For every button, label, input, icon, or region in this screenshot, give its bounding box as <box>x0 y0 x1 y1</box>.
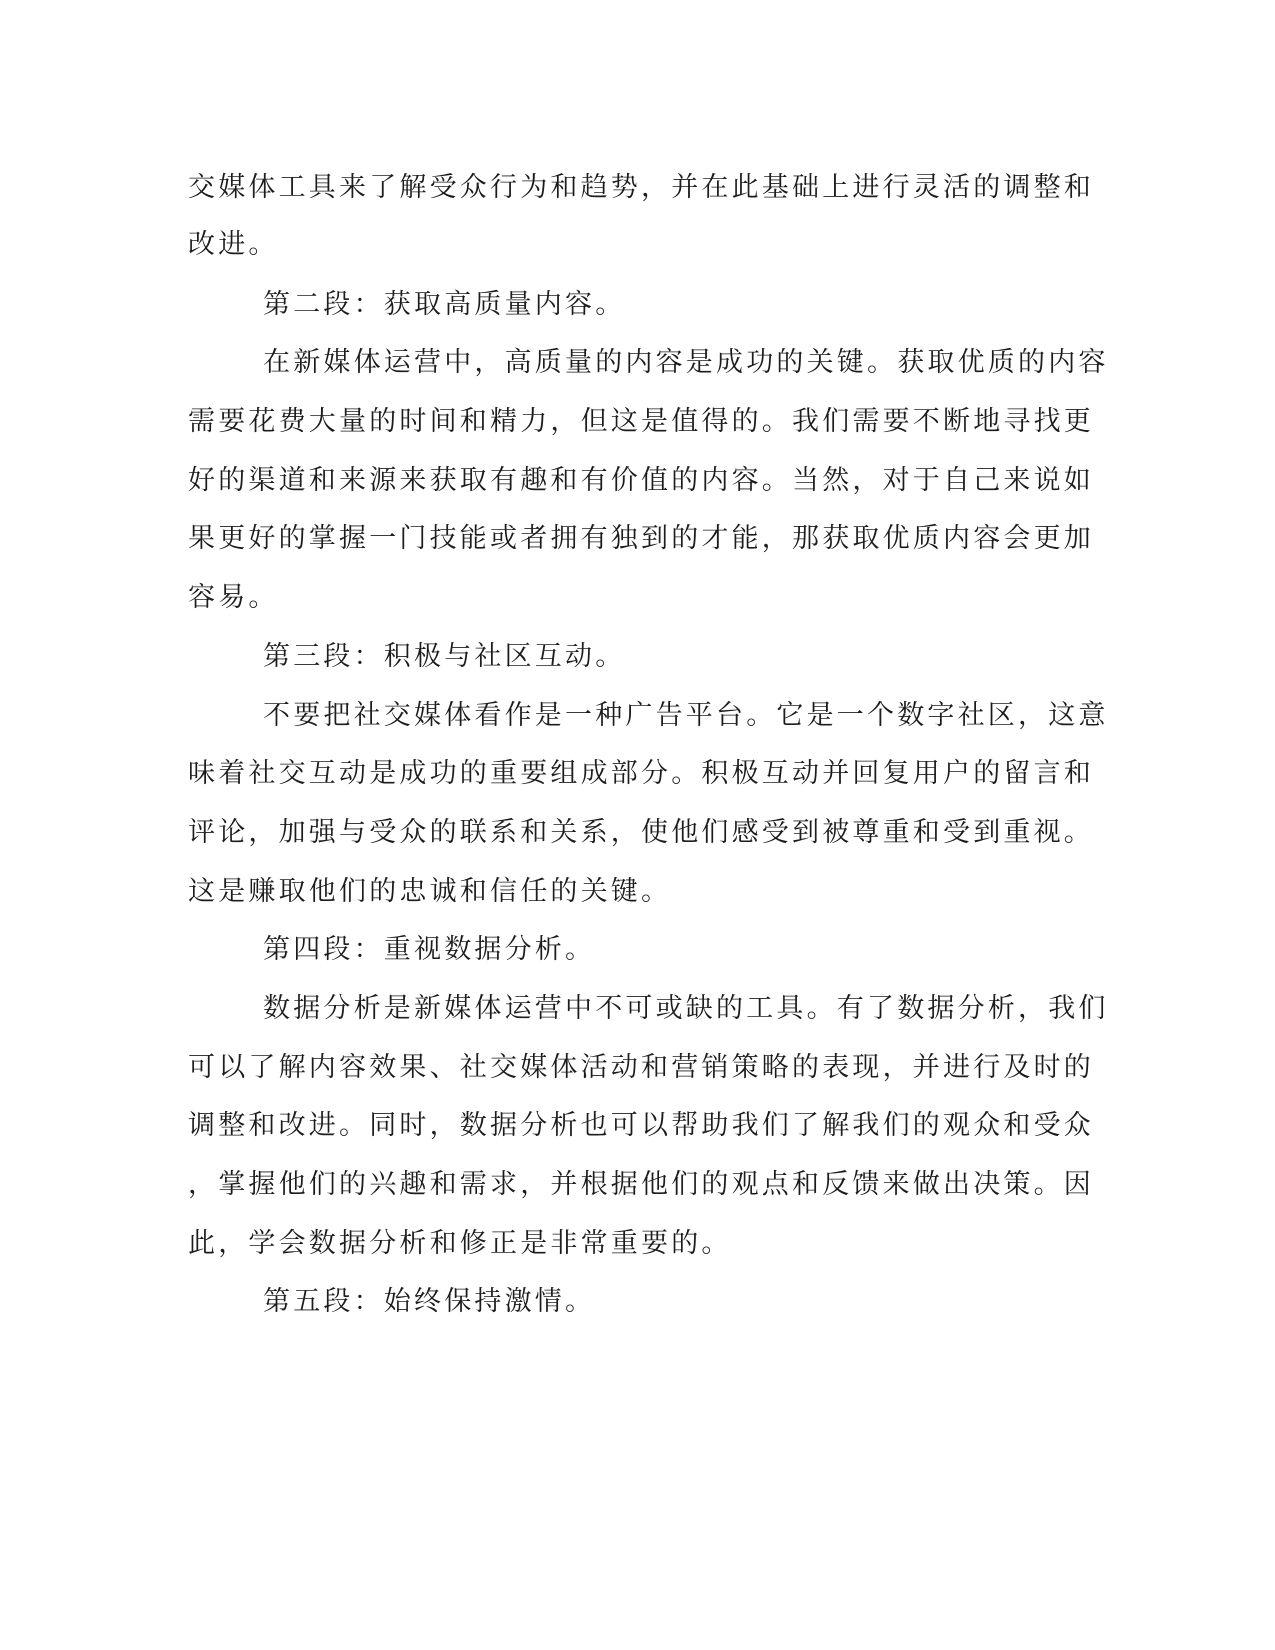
body-text-line: 味着社交互动是成功的重要组成部分。积极互动并回复用户的留言和 <box>188 758 1094 789</box>
section-heading-2: 第二段：获取高质量内容。 <box>263 289 626 320</box>
body-text-line: ，掌握他们的兴趣和需求，并根据他们的观点和反馈来做出决策。因 <box>188 1169 1094 1200</box>
body-text-line: 改进。 <box>188 229 279 260</box>
body-text-line: 好的渠道和来源来获取有趣和有价值的内容。当然，对于自己来说如 <box>188 465 1094 496</box>
body-text-line: 果更好的掌握一门技能或者拥有独到的才能，那获取优质内容会更加 <box>188 523 1094 554</box>
body-text-line: 需要花费大量的时间和精力，但这是值得的。我们需要不断地寻找更 <box>188 406 1094 437</box>
paragraph-start-line: 在新媒体运营中，高质量的内容是成功的关键。获取优质的内容 <box>263 347 1109 378</box>
body-text-line: 评论，加强与受众的联系和关系，使他们感受到被尊重和受到重视。 <box>188 817 1094 848</box>
body-text-line: 交媒体工具来了解受众行为和趋势，并在此基础上进行灵活的调整和 <box>188 172 1094 203</box>
section-heading-5: 第五段：始终保持激情。 <box>263 1286 596 1317</box>
section-heading-4: 第四段：重视数据分析。 <box>263 934 596 965</box>
paragraph-start-line: 数据分析是新媒体运营中不可或缺的工具。有了数据分析，我们 <box>263 993 1109 1024</box>
body-text-line: 此，学会数据分析和修正是非常重要的。 <box>188 1228 732 1259</box>
paragraph-start-line: 不要把社交媒体看作是一种广告平台。它是一个数字社区，这意 <box>263 700 1109 731</box>
body-text-line: 这是赚取他们的忠诚和信任的关键。 <box>188 876 672 907</box>
section-heading-3: 第三段：积极与社区互动。 <box>263 641 626 672</box>
body-text-line: 调整和改进。同时，数据分析也可以帮助我们了解我们的观众和受众 <box>188 1110 1094 1141</box>
body-text-line: 容易。 <box>188 582 279 613</box>
body-text-line: 可以了解内容效果、社交媒体活动和营销策略的表现，并进行及时的 <box>188 1052 1094 1083</box>
